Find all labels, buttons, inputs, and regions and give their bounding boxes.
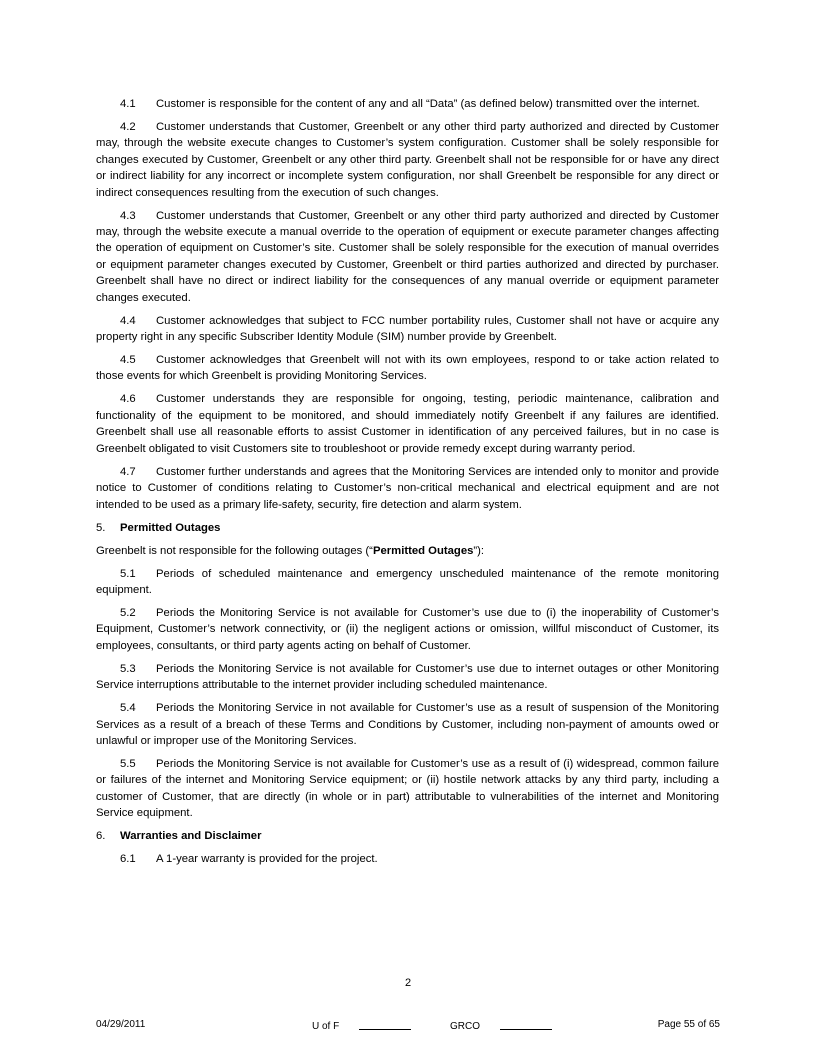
document-body [96, 96, 719, 874]
clause-number: 4.7 [120, 465, 136, 478]
footer-date: 04/29/2011 [96, 1019, 146, 1030]
footer-grco [450, 1021, 570, 1032]
clause-4-2 [96, 119, 719, 201]
clause-number: 4.4 [120, 314, 136, 327]
clause-number: 4.2 [120, 121, 136, 133]
footer-u-of-f [312, 1021, 429, 1032]
clause-text: Customer acknowledges that Greenbelt will not with its own employees, respond to or take action related to those events for which Greenbelt is providing Monitoring Services. [96, 354, 719, 383]
section-title: Permitted Outages [120, 521, 221, 534]
footer-page-count: Page 55 of 65 [657, 1019, 720, 1030]
clause-4-6 [96, 391, 719, 457]
u-of-f-initial-line [359, 1019, 411, 1030]
clause-5-3 [96, 661, 719, 694]
clause-text: Customer understands they are responsible for ongoing, testing, periodic maintenance, calibration and functionality of the equipment to be monitored, and should immediately notify Greenbelt if any failures are identified. Greenbelt shall use all reasonable efforts to assist Customer in identification of any perceived failures, but in no case is Greenbelt obligated to visit Customers site to troubleshoot or provide remedy except during warranty period. [96, 393, 719, 455]
section-title: Warranties and Disclaimer [120, 830, 262, 843]
section-heading [96, 520, 719, 536]
page-footer [96, 1019, 720, 1033]
clause-4-3 [96, 208, 719, 306]
clause-number: 4.6 [120, 393, 136, 406]
clause-4-7 [96, 464, 719, 513]
clause-5-4 [96, 700, 719, 749]
clause-number: 5.3 [120, 662, 136, 675]
grco-initial-line [500, 1019, 552, 1030]
clause-text: Periods of scheduled maintenance and emergency unscheduled maintenance of the remote monitoring equipment. [96, 567, 719, 596]
intro-pre: Greenbelt is not responsible for the following outages (“ [96, 544, 373, 557]
footer-grco-label: GRCO [450, 1021, 481, 1032]
clause-4-4 [96, 313, 719, 346]
clause-text: Customer understands that Customer, Greenbelt or any other third party authorized and directed by Customer may, through the website execute a manual override to the operation of equipment or execute parameter changes affecting the operation of equipment on Customer’s site. Customer shall be solely responsible for the execution of manual overrides or equipment parameter changes executed by Customer, Greenbelt or third parties authorized and directed by purchaser. Greenbelt shall have no direct or indirect liability for the consequences of any manual override or equipment parameter changes executed. [96, 209, 719, 304]
footer-u-of-f-label: U of F [312, 1021, 340, 1032]
clause-text: Periods the Monitoring Service in not available for Customer’s use as a result of suspension of the Monitoring Services as a result of a breach of these Terms and Conditions by Customer, including non-payment of amounts owed or unlawful or improper use of the Monitoring Services. [96, 702, 719, 747]
intro-bold: Permitted Outages [372, 544, 474, 557]
clause-5-5 [96, 756, 719, 822]
clause-6-1 [96, 851, 719, 867]
clause-text: Customer is responsible for the content of any and all “Data” (as defined below) transmitted over the internet. [156, 98, 700, 110]
clause-text: Customer acknowledges that subject to FCC number portability rules, Customer shall not have or acquire any property right in any specific Subscriber Identity Module (SIM) number provide by Greenbelt. [96, 314, 719, 344]
clause-text: Customer understands that Customer, Greenbelt or any other third party authorized and directed by Customer may, through the website execute changes to Customer’s system configuration. Customer shall be solely responsible for changes executed by Customer, Greenbelt or any other third party. Greenbelt shall not be responsible for or have any direct or indirect liability for any incorrect or incomplete system configuration, nor shall Greenbelt be responsible for any direct or indirect consequences resulting from the execution of such changes. [96, 121, 719, 199]
clause-number: 5.5 [120, 757, 136, 770]
clause-number: 5.4 [120, 702, 136, 715]
clause-number: 5.2 [120, 606, 136, 619]
clause-5-2 [96, 605, 719, 654]
clause-text: Customer further understands and agrees that the Monitoring Services are intended only to monitor and provide notice to Customer of conditions relating to Customer’s non-critical mechanical and electrical equipment and are not intended to be used as a primary life-safety, security, fire detection and alarm system. [96, 465, 719, 511]
clause-number: 4.5 [120, 354, 136, 367]
section-intro [96, 543, 719, 559]
clause-text: Periods the Monitoring Service is not available for Customer’s use due to internet outages or other Monitoring Service interruptions attributable to the internet provider including scheduled maintenance. [96, 662, 719, 692]
clause-4-5 [96, 352, 719, 385]
section-number: 5. [96, 521, 106, 534]
section-heading [96, 828, 719, 844]
clause-number: 4.3 [120, 209, 136, 222]
clause-number: 4.1 [120, 98, 136, 110]
clause-4-1 [87, 96, 719, 112]
clause-5-1 [96, 566, 719, 599]
footer-initials [312, 1019, 588, 1033]
intro-post: ”): [473, 544, 485, 557]
clause-text: A 1-year warranty is provided for the project. [156, 853, 378, 866]
clause-text: Periods the Monitoring Service is not available for Customer’s use as a result of (i) widespread, common failure or failures of the internet and Monitoring Service equipment; or (ii) hostile network attacks by any third party, including a customer of Customer, that are directly (in whole or in part) attributable to vulnerabilities of the internet and Monitoring Service equipment. [96, 757, 719, 820]
section-number: 6. [96, 830, 106, 843]
clause-number: 5.1 [120, 567, 136, 580]
page-number: 2 [404, 977, 412, 989]
clause-text: Periods the Monitoring Service is not available for Customer’s use due to (i) the inoperability of Customer’s Equipment, Customer’s network connectivity, or (ii) the negligent actions or omission, willful misconduct of Customer, its employees, consultants, or third party agents acting on behalf of Customer. [96, 606, 719, 652]
clause-number: 6.1 [120, 853, 136, 866]
